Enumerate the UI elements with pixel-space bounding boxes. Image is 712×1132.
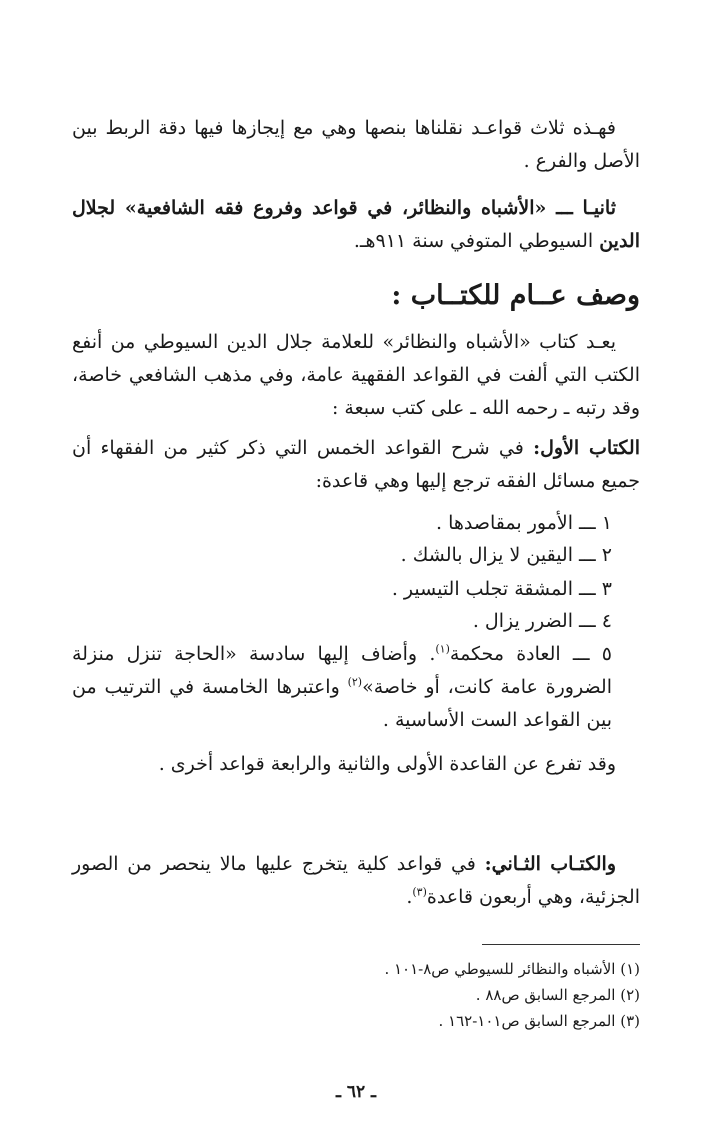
paragraph-text: وقد تفرع عن القاعدة الأولى والثانية والرابعة قواعد أخرى . [158, 753, 616, 775]
list-item: ٢ ـــ اليقين لا يزال بالشك . [400, 544, 612, 566]
footnote-ref[interactable]: (١) [435, 642, 450, 656]
footnote-ref[interactable]: (٢) [347, 675, 363, 689]
footnote: (٣) المرجع السابق ص١٠١-١٦٢ . [438, 1012, 640, 1030]
second-book-label: والكتـاب الثـاني: [484, 853, 616, 875]
list-item-five-text: ٥ ـــ العادة محكمة [449, 643, 612, 665]
paragraph-text: فهـذه ثلاث قواعـد نقلناها بنصها وهي مع إيجازها فيها دقة الربط بين الأصل والفرع . [72, 117, 640, 172]
paragraph-text: يعـد كتاب «الأشباه والنظائر» للعلامة جلال الدين السيوطي من أنفع الكتب التي ألفت في القواعد الفقهية عامة، وفي مذهب الشافعي خاصة، وقد رتبه ـ رحمه الله ـ على كتب سبعة : [72, 331, 640, 419]
page-number: ـ ٦٢ ـ [335, 1082, 377, 1102]
punctuation: . [406, 886, 413, 908]
list-item-five-continuation: . وأضاف إليها سادسة «الحاجة تنزل منزلة الضرورة عامة كانت، أو خاصة» [72, 643, 612, 698]
second-book-author: السيوطي المتوفي سنة ٩١١هـ. [353, 230, 594, 252]
first-book-label: الكتاب الأول: [533, 437, 640, 459]
footnote-ref[interactable]: (٣) [412, 885, 427, 899]
list-item: ٣ ـــ المشقة تجلب التيسير . [391, 578, 612, 600]
paragraph-derived-rules [72, 748, 640, 781]
list-item-five [72, 638, 612, 737]
second-book-title: ثانيـا ـــ «الأشباه والنظائر، في قواعد وفروع فقه الشافعية» لجلال الدين [72, 197, 640, 252]
list-item: ٤ ـــ الضرر يزال . [472, 610, 612, 632]
second-book-text: في قواعد كلية يتخرج عليها مالا ينحصر من الصور الجزئية، وهي أربعون قاعدة [72, 853, 640, 908]
footnote-divider [482, 944, 640, 945]
paragraph-book-description [72, 326, 640, 425]
list-item-five-end: واعتبرها الخامسة في الترتيب من بين القواعد الست الأساسية . [72, 676, 612, 731]
list-item: ١ ـــ الأمور بمقاصدها . [436, 512, 612, 534]
paragraph-second-book-rules [72, 848, 640, 914]
paragraph-second-book [72, 192, 640, 258]
footnote: (١) الأشباه والنظائر للسيوطي ص٨-١٠١ . [384, 960, 640, 978]
paragraph-first-book [72, 432, 640, 498]
paragraph-three-rules [72, 112, 640, 178]
section-heading: وصف عــام للكتــاب : [391, 280, 640, 311]
first-book-text: في شرح القواعد الخمس التي ذكر كثير من الفقهاء أن جميع مسائل الفقه ترجع إليها وهي قاعدة: [72, 437, 640, 492]
footnote: (٢) المرجع السابق ص٨٨ . [475, 986, 640, 1004]
